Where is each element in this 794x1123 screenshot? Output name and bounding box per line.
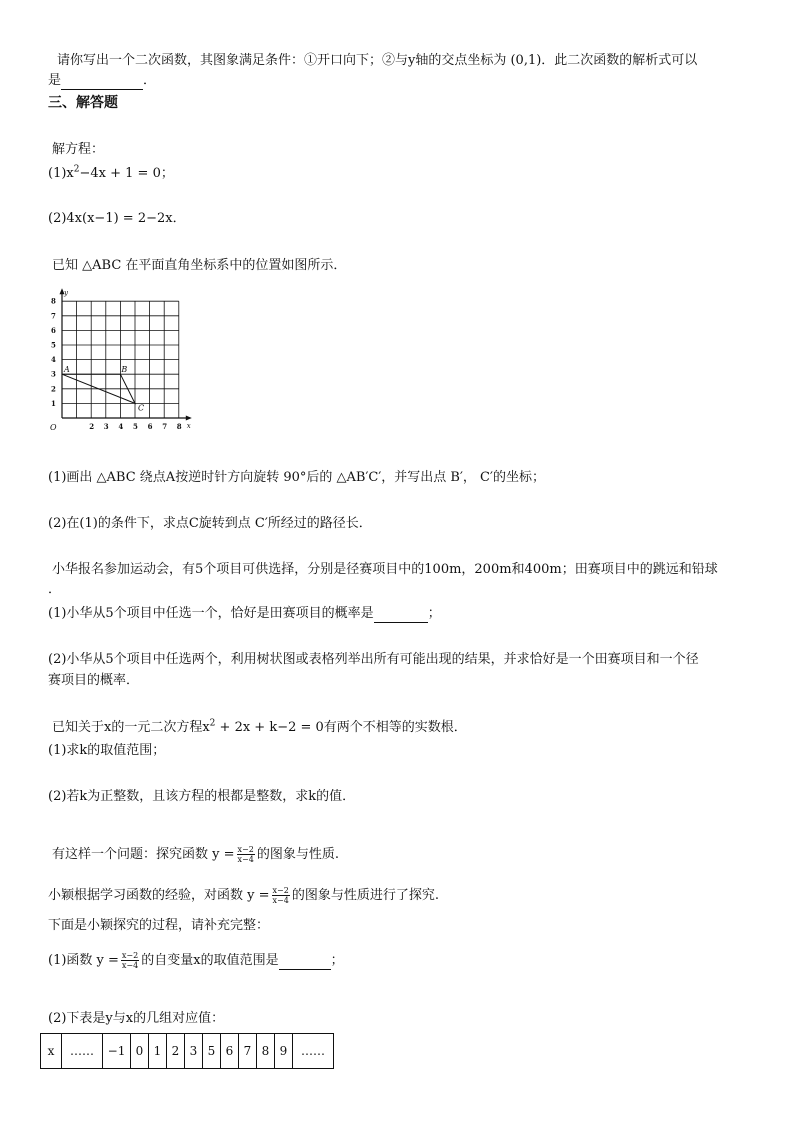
fraction xyxy=(237,845,255,864)
fraction-denominator: x−4 xyxy=(272,896,289,905)
fraction-denominator: x−4 xyxy=(121,961,139,970)
table-cell: 3 xyxy=(185,1034,203,1069)
rotation-question: (1)画出 △ABC 绕点A按逆时针方向旋转 90°后的 △AB′C′，并写出点 B′， C′的坐标； xyxy=(48,470,545,485)
eq1-lhs: (1)x xyxy=(48,166,74,181)
table-cell: 8 xyxy=(257,1034,275,1069)
quadratic-text-b: + 2x + k−2 = 0有两个不相等的实数根． xyxy=(215,720,467,735)
section-title: 三、解答题 xyxy=(48,95,118,111)
origin-label: O xyxy=(50,423,57,432)
y-tick-label: 3 xyxy=(51,369,56,379)
table-header-cell: x xyxy=(41,1034,62,1069)
table-cell: −1 xyxy=(103,1034,131,1069)
y-tick-label: 1 xyxy=(51,398,56,408)
explore-text: 小颖根据学习函数的经验，对函数 y = xyxy=(48,888,270,903)
y-tick-label: 2 xyxy=(51,384,56,394)
fraction-numerator: x−2 xyxy=(237,845,254,854)
x-tick-label: 2 xyxy=(89,422,95,431)
equation-part2: (2)4x(x−1) = 2−2x． xyxy=(48,211,186,226)
fill-question-prefix: 是 xyxy=(48,73,62,88)
function-intro xyxy=(52,845,339,864)
fill-question-suffix: ． xyxy=(143,73,157,88)
point-b-label: B xyxy=(121,365,128,375)
explore-line xyxy=(48,886,439,905)
fill-question-line2 xyxy=(48,72,156,90)
fraction xyxy=(121,951,139,970)
table-cell: 0 xyxy=(131,1034,149,1069)
quadratic-exponent: 2 xyxy=(209,718,216,729)
y-tick-label: 7 xyxy=(51,311,56,321)
table-intro: (2)下表是y与x的几组对应值： xyxy=(48,1011,225,1026)
sports-intro-end: ． xyxy=(48,582,62,597)
domain-text: (1)函数 y = xyxy=(48,953,119,968)
quadratic-intro xyxy=(52,719,467,737)
x-axis-label: x xyxy=(186,422,191,430)
x-tick-label: 5 xyxy=(133,422,138,431)
axes xyxy=(60,288,192,420)
y-tick-label: 8 xyxy=(51,296,56,306)
function-intro-end: 的图象与性质. xyxy=(256,847,339,862)
table-cell: 7 xyxy=(239,1034,257,1069)
x-tick-label: 7 xyxy=(162,422,168,431)
coordinate-grid-figure xyxy=(48,282,208,432)
table-cell: 2 xyxy=(167,1034,185,1069)
point-c-label: C xyxy=(138,403,145,413)
probability-question-2-line2: 赛项目的概率． xyxy=(48,673,140,688)
table-cell: …… xyxy=(62,1034,103,1069)
probability-text: (1)小华从5个项目中任选一个，恰好是田赛项目的概率是 xyxy=(48,606,374,621)
eq1-rest: −4x + 1 = 0； xyxy=(79,166,174,181)
table-cell: …… xyxy=(293,1034,334,1069)
path-length-question: (2)在(1)的条件下，求点C旋转到点 C′所经过的路径长． xyxy=(48,516,372,531)
explore-end: 的图象与性质进行了探究. xyxy=(291,888,439,903)
probability-question-2-line1: (2)小华从5个项目中任选两个，利用树状图或表格列举出所有可能出现的结果，并求恰好是一个田赛项目和一个径 xyxy=(48,652,699,667)
table-cell: 9 xyxy=(275,1034,293,1069)
x-tick-label: 6 xyxy=(147,422,153,431)
domain-question xyxy=(48,951,344,970)
equation-intro: 解方程： xyxy=(52,142,105,157)
fraction-numerator: x−2 xyxy=(121,951,139,960)
k-value-question: (2)若k为正整数，且该方程的根都是整数，求k的值． xyxy=(48,789,356,804)
k-range-question: (1)求k的取值范围； xyxy=(48,743,166,758)
fill-question-line1: 请你写出一个二次函数，其图象满足条件：①开口向下；②与y轴的交点坐标为 (0,1)．此二次函数的解析式可以 xyxy=(57,53,698,68)
grid-lines xyxy=(62,301,179,418)
triangle-intro: 已知 △ABC 在平面直角坐标系中的位置如图所示． xyxy=(52,258,347,273)
y-axis-label: y xyxy=(64,289,68,298)
answer-blank xyxy=(279,955,331,970)
answer-blank xyxy=(61,75,143,90)
x-tick-label: 4 xyxy=(118,422,124,431)
point-a-label: A xyxy=(64,365,70,375)
fraction-denominator: x−4 xyxy=(237,855,254,864)
table-cell: 1 xyxy=(149,1034,167,1069)
x-tick-label: 3 xyxy=(103,422,109,431)
eq1-exponent: 2 xyxy=(73,164,80,175)
probability-question-1 xyxy=(48,605,441,623)
domain-end: ； xyxy=(330,953,344,968)
table-row xyxy=(41,1034,334,1069)
fraction xyxy=(272,886,290,905)
quadratic-text-a: 已知关于x的一元二次方程x xyxy=(52,720,210,735)
x-axis-arrow-icon xyxy=(186,416,192,421)
table-cell: 5 xyxy=(203,1034,221,1069)
y-tick-label: 5 xyxy=(51,340,56,350)
x-tick-label: 8 xyxy=(176,422,182,431)
domain-text-b: 的自变量x的取值范围是 xyxy=(141,953,279,968)
y-tick-label: 4 xyxy=(51,355,56,365)
function-intro-text: 有这样一个问题：探究函数 y = xyxy=(52,847,235,862)
process-line: 下面是小颖探究的过程，请补充完整： xyxy=(48,918,270,933)
probability-end: ； xyxy=(427,606,441,621)
fraction-numerator: x−2 xyxy=(272,886,289,895)
equation-part1 xyxy=(48,165,174,183)
answer-blank xyxy=(374,608,428,623)
values-table xyxy=(40,1033,334,1069)
table-cell: 6 xyxy=(221,1034,239,1069)
y-tick-label: 6 xyxy=(51,325,56,335)
sports-intro: 小华报名参加运动会，有5个项目可供选择，分别是径赛项目中的100m，200m和400m；田赛项目中的跳远和铅球 xyxy=(52,562,718,577)
